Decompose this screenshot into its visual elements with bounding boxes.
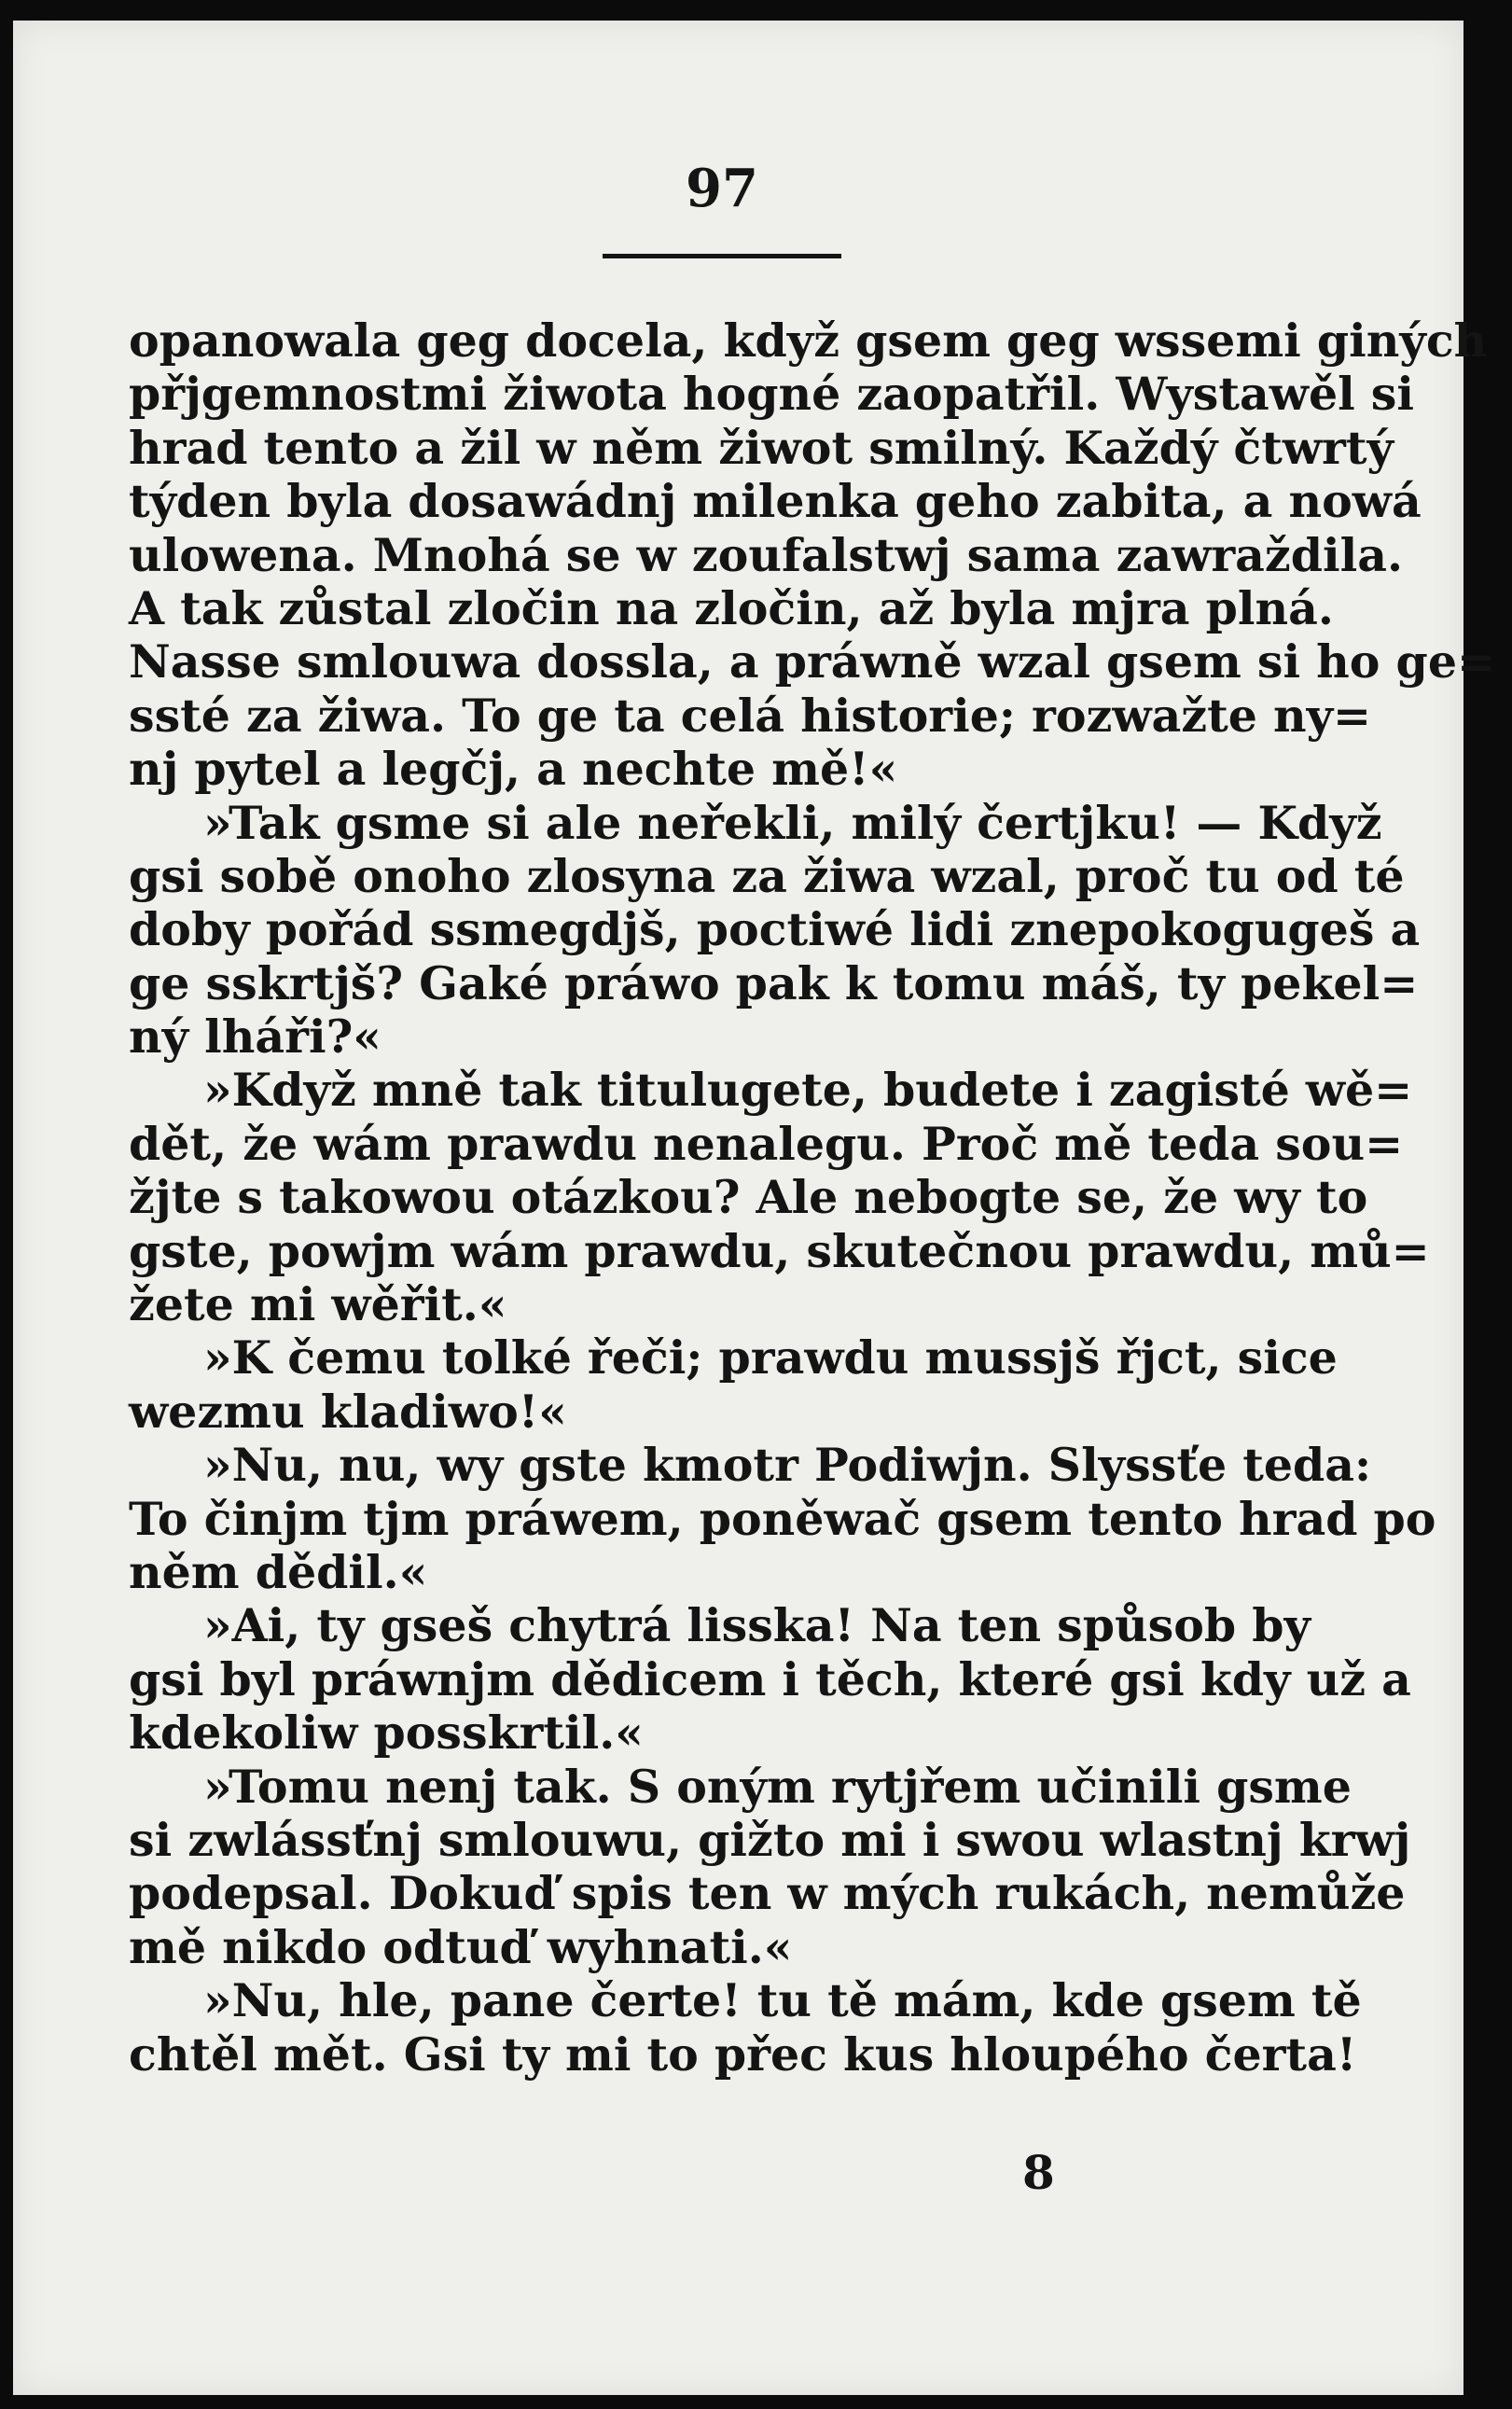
text-line: přjgemnostmi žiwota hogné zaopatřil. Wystawěl si bbox=[129, 367, 1415, 422]
body-text bbox=[129, 313, 1496, 2082]
book-page bbox=[13, 21, 1496, 2395]
text-line: »Nu, hle, pane čerte! tu tě mám, kde gsem tě bbox=[203, 1973, 1362, 2028]
text-line: wezmu kladiwo!« bbox=[129, 1384, 567, 1439]
text-line: nj pytel a legčj, a nechte mě!« bbox=[129, 742, 898, 797]
text-line: To činjm tjm práwem, poněwač gsem tento hrad po bbox=[129, 1491, 1436, 1546]
text-line: Nasse smlouwa dossla, a práwně wzal gsem si ho ge= bbox=[129, 634, 1496, 689]
text-line: A tak zůstal zločin na zločin, až byla mjra plná. bbox=[129, 580, 1334, 635]
text-line: něm dědil.« bbox=[129, 1544, 428, 1599]
text-line: si zwlássťnj smlouwu, gižto mi i swou wlastnj krwj bbox=[129, 1812, 1411, 1867]
text-line: ssté za žiwa. To ge ta celá historie; rozwažte ny= bbox=[129, 688, 1372, 743]
text-line: žjte s takowou otázkou? Ale nebogte se, že wy to bbox=[129, 1170, 1368, 1225]
text-line: mě nikdo odtuď wyhnati.« bbox=[129, 1919, 793, 1974]
text-line: gste, powjm wám prawdu, skutečnou prawdu, mů= bbox=[129, 1223, 1430, 1278]
text-line: »K čemu tolké řeči; prawdu mussjš řjct, sice bbox=[203, 1330, 1338, 1386]
text-line: kdekoliw posskrtil.« bbox=[129, 1706, 644, 1761]
text-line: doby pořád ssmegdjš, poctiwé lidi znepokogugeš a bbox=[129, 902, 1421, 957]
text-line: hrad tento a žil w něm žiwot smilný. Každý čtwrtý bbox=[129, 420, 1394, 475]
text-line: žete mi wěřit.« bbox=[129, 1277, 507, 1332]
text-line: ulowena. Mnohá se w zoufalstwj sama zawraždila. bbox=[129, 527, 1404, 582]
text-line: »Tak gsme si ale neřekli, milý čertjku! — Když bbox=[203, 795, 1382, 850]
text-line: »Když mně tak titulugete, budete i zagisté wě= bbox=[203, 1063, 1413, 1118]
text-line: ge sskrtjš? Gaké práwo pak k tomu máš, ty pekel= bbox=[129, 955, 1419, 1010]
page-number: 97 bbox=[686, 158, 758, 219]
header-rule bbox=[603, 254, 841, 258]
text-line: gsi sobě onoho zlosyna za žiwa wzal, proč tu od té bbox=[129, 848, 1405, 903]
text-line: chtěl mět. Gsi ty mi to přec kus hloupého čerta! bbox=[129, 2026, 1357, 2082]
text-line: gsi byl práwnjm dědicem i těch, které gsi kdy už a bbox=[129, 1651, 1411, 1706]
signature-mark: 8 bbox=[1022, 2145, 1055, 2200]
text-line: »Tomu nenj tak. S oným rytjřem učinili gsme bbox=[203, 1759, 1352, 1814]
text-line: opanowala geg docela, když gsem geg wssemi giných bbox=[129, 313, 1488, 368]
text-line: »Ai, ty gseš chytrá lisska! Na ten spůsob by bbox=[203, 1598, 1311, 1653]
text-line: »Nu, nu, wy gste kmotr Podiwjn. Slyssťe teda: bbox=[203, 1438, 1372, 1493]
text-line: podepsal. Dokuď spis ten w mých rukách, nemůže bbox=[129, 1866, 1406, 1921]
text-line: týden byla dosawádnj milenka geho zabita, a nowá bbox=[129, 474, 1422, 529]
text-line: dět, že wám prawdu nenalegu. Proč mě teda sou= bbox=[129, 1116, 1404, 1171]
text-line: ný lháři?« bbox=[129, 1010, 381, 1065]
